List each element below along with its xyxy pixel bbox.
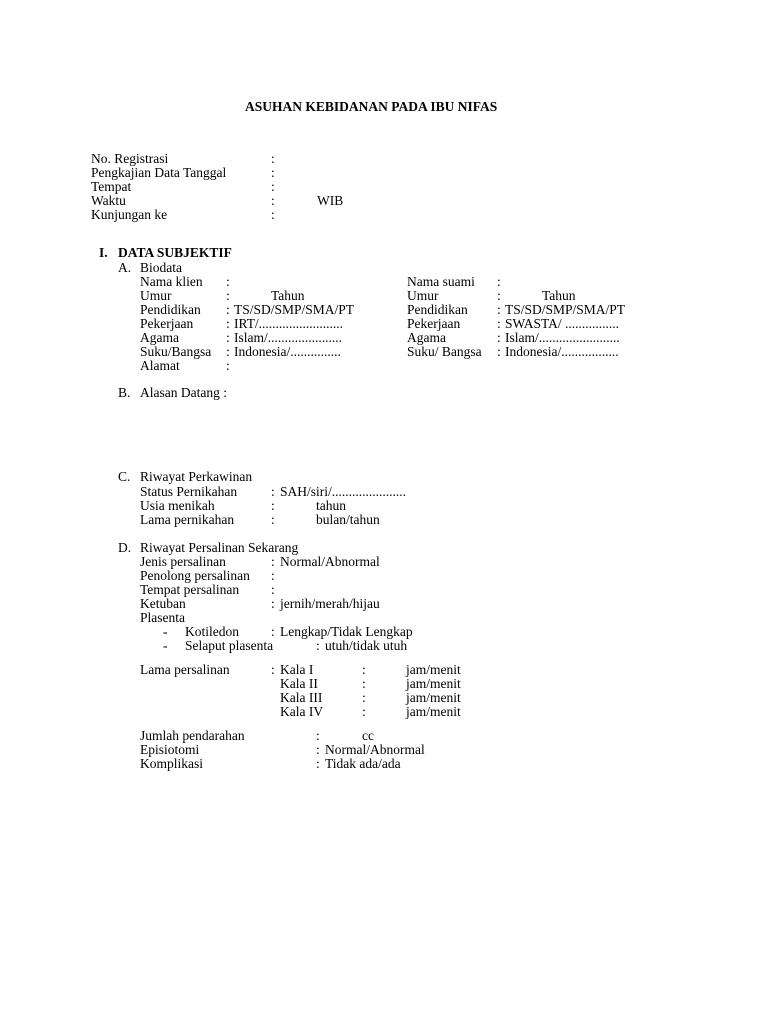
klien-value-pendidikan: TS/SD/SMP/SMA/PT: [234, 302, 355, 317]
suami-label-umur: Umur: [407, 288, 439, 303]
plasenta-label: Plasenta: [140, 610, 185, 625]
section-a-heading: Biodata: [140, 260, 182, 275]
header-sep-waktu: :: [271, 193, 275, 208]
klien-sep-nama: :: [226, 274, 230, 289]
plasenta-value-selaput: utuh/tidak utuh: [325, 638, 408, 653]
header-label-waktu: Waktu: [91, 193, 126, 208]
suami-value-agama: Islam/........................: [505, 330, 620, 345]
perkawinan-value-lama: bulan/tahun: [316, 512, 380, 527]
section1-number: I.: [99, 245, 108, 260]
persalinan-value-ketuban: jernih/merah/hijau: [280, 596, 380, 611]
plasenta-sep-selaput: :: [316, 638, 320, 653]
other-label-komplikasi: Komplikasi: [140, 756, 203, 771]
section-d-letter: D.: [118, 540, 132, 555]
kala-sep-4: :: [362, 704, 366, 719]
plasenta-dash-selaput: -: [163, 638, 168, 653]
persalinan-sep-tempat: :: [271, 582, 275, 597]
kala-sep-3: :: [362, 690, 366, 705]
other-sep-pendarahan: :: [316, 728, 320, 743]
kala-value-3: jam/menit: [406, 690, 461, 705]
klien-value-pekerjaan: IRT/.........................: [234, 316, 344, 331]
document-title: ASUHAN KEBIDANAN PADA IBU NIFAS: [245, 99, 498, 114]
persalinan-label-tempat: Tempat persalinan: [140, 582, 240, 597]
section-b-letter: B.: [118, 385, 131, 400]
klien-label-pendidikan: Pendidikan: [140, 302, 201, 317]
suami-label-pendidikan: Pendidikan: [407, 302, 468, 317]
kala-label-3: Kala III: [280, 690, 323, 705]
header-sep-registrasi: :: [271, 151, 275, 166]
klien-value-umur: Tahun: [271, 288, 305, 303]
header-sep-tanggal: :: [271, 165, 275, 180]
suami-label-nama: Nama suami: [407, 274, 475, 289]
plasenta-label-kotiledon: Kotiledon: [185, 624, 239, 639]
klien-sep-alamat: :: [226, 358, 230, 373]
klien-label-umur: Umur: [140, 288, 172, 303]
persalinan-label-penolong: Penolong persalinan: [140, 568, 250, 583]
persalinan-label-jenis: Jenis persalinan: [140, 554, 226, 569]
suami-value-umur: Tahun: [542, 288, 576, 303]
klien-value-suku: Indonesia/...............: [234, 344, 341, 359]
other-value-komplikasi: Tidak ada/ada: [325, 756, 401, 771]
suami-value-pendidikan: TS/SD/SMP/SMA/PT: [505, 302, 626, 317]
other-value-episiotomi: Normal/Abnormal: [325, 742, 425, 757]
plasenta-dash-kotiledon: -: [163, 624, 168, 639]
suami-sep-pekerjaan: :: [497, 316, 501, 331]
section1-heading: DATA SUBJEKTIF: [118, 245, 232, 260]
suami-label-suku: Suku/ Bangsa: [407, 344, 482, 359]
other-sep-komplikasi: :: [316, 756, 320, 771]
klien-sep-umur: :: [226, 288, 230, 303]
lama-persalinan-label: Lama persalinan: [140, 662, 230, 677]
header-value-waktu: WIB: [317, 193, 344, 208]
klien-label-nama: Nama klien: [140, 274, 203, 289]
suami-sep-nama: :: [497, 274, 501, 289]
suami-sep-suku: :: [497, 344, 501, 359]
section-a-letter: A.: [118, 260, 132, 275]
other-value-pendarahan: cc: [362, 728, 374, 743]
plasenta-label-selaput: Selaput plasenta: [185, 638, 274, 653]
kala-label-1: Kala I: [280, 662, 314, 677]
perkawinan-label-status: Status Pernikahan: [140, 484, 238, 499]
klien-value-agama: Islam/......................: [234, 330, 342, 345]
kala-label-4: Kala IV: [280, 704, 324, 719]
klien-sep-pekerjaan: :: [226, 316, 230, 331]
perkawinan-value-status: SAH/siri/......................: [280, 484, 407, 499]
klien-sep-agama: :: [226, 330, 230, 345]
kala-value-4: jam/menit: [406, 704, 461, 719]
suami-sep-agama: :: [497, 330, 501, 345]
klien-sep-suku: :: [226, 344, 230, 359]
kala-sep-2: :: [362, 676, 366, 691]
klien-sep-pendidikan: :: [226, 302, 230, 317]
perkawinan-label-usia: Usia menikah: [140, 498, 215, 513]
suami-value-suku: Indonesia/.................: [505, 344, 619, 359]
plasenta-sep-kotiledon: :: [271, 624, 275, 639]
header-label-registrasi: No. Registrasi: [91, 151, 169, 166]
perkawinan-label-lama: Lama pernikahan: [140, 512, 235, 527]
section-b-heading: Alasan Datang :: [140, 385, 227, 400]
section-c-heading: Riwayat Perkawinan: [140, 469, 253, 484]
persalinan-sep-jenis: :: [271, 554, 275, 569]
perkawinan-value-usia: tahun: [316, 498, 346, 513]
other-sep-episiotomi: :: [316, 742, 320, 757]
suami-label-pekerjaan: Pekerjaan: [407, 316, 461, 331]
suami-value-pekerjaan: SWASTA/ ................: [505, 316, 620, 331]
persalinan-label-ketuban: Ketuban: [140, 596, 186, 611]
persalinan-sep-penolong: :: [271, 568, 275, 583]
plasenta-value-kotiledon: Lengkap/Tidak Lengkap: [280, 624, 413, 639]
kala-label-2: Kala II: [280, 676, 318, 691]
other-label-episiotomi: Episiotomi: [140, 742, 200, 757]
perkawinan-sep-status: :: [271, 484, 275, 499]
other-label-pendarahan: Jumlah pendarahan: [140, 728, 245, 743]
lama-persalinan-colon: :: [271, 662, 275, 677]
header-label-tempat: Tempat: [91, 179, 132, 194]
kala-value-1: jam/menit: [406, 662, 461, 677]
kala-value-2: jam/menit: [406, 676, 461, 691]
section-c-letter: C.: [118, 469, 131, 484]
kala-sep-1: :: [362, 662, 366, 677]
header-label-kunjungan: Kunjungan ke: [91, 207, 168, 222]
klien-label-alamat: Alamat: [140, 358, 180, 373]
perkawinan-sep-usia: :: [271, 498, 275, 513]
header-sep-kunjungan: :: [271, 207, 275, 222]
klien-label-agama: Agama: [140, 330, 179, 345]
perkawinan-sep-lama: :: [271, 512, 275, 527]
persalinan-value-jenis: Normal/Abnormal: [280, 554, 380, 569]
header-label-tanggal: Pengkajian Data Tanggal: [91, 165, 227, 180]
persalinan-sep-ketuban: :: [271, 596, 275, 611]
header-sep-tempat: :: [271, 179, 275, 194]
suami-sep-pendidikan: :: [497, 302, 501, 317]
klien-label-pekerjaan: Pekerjaan: [140, 316, 194, 331]
section-d-heading: Riwayat Persalinan Sekarang: [140, 540, 299, 555]
klien-label-suku: Suku/Bangsa: [140, 344, 212, 359]
suami-label-agama: Agama: [407, 330, 446, 345]
suami-sep-umur: :: [497, 288, 501, 303]
